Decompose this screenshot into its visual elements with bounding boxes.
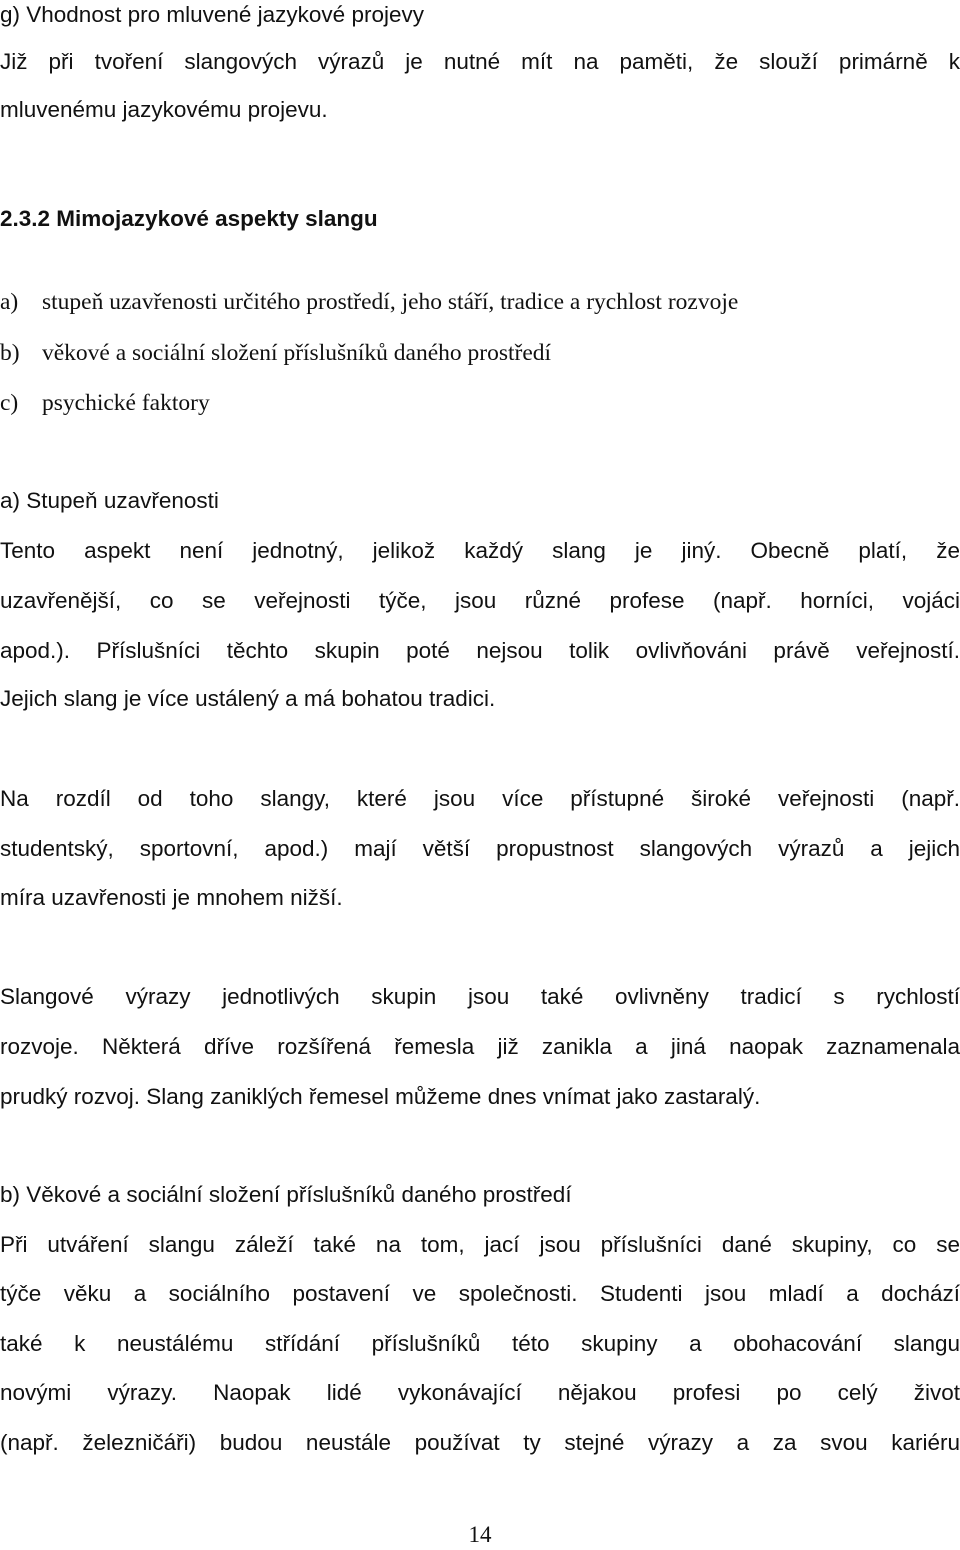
section-g-heading: g) Vhodnost pro mluvené jazykové projevy	[0, 2, 424, 27]
list-item	[0, 388, 960, 418]
paragraph-line: uzavřenější, co se veřejnosti týče, jsou různé profese (např. horníci, vojáci	[0, 588, 960, 613]
paragraph-line: Již při tvoření slangových výrazů je nutné mít na paměti, že slouží primárně k	[0, 49, 960, 74]
paragraph-line: týče věku a sociálního postavení ve společnosti. Studenti jsou mladí a dochází	[0, 1281, 960, 1306]
paragraph-line: míra uzavřenosti je mnohem nižší.	[0, 885, 343, 910]
paragraph-line: (např. železničáři) budou neustále používat ty stejné výrazy a za svou kariéru	[0, 1430, 960, 1455]
list-item	[0, 287, 960, 317]
list-marker: b)	[0, 340, 20, 366]
paragraph-line: Tento aspekt není jednotný, jelikož každý slang je jiný. Obecně platí, že	[0, 538, 960, 563]
paragraph-line: Při utváření slangu záleží také na tom, jací jsou příslušníci dané skupiny, co se	[0, 1232, 960, 1257]
list-item-text: stupeň uzavřenosti určitého prostředí, jeho stáří, tradice a rychlost rozvoje	[42, 289, 739, 315]
subsection-heading: b) Věkové a sociální složení příslušníků daného prostředí	[0, 1182, 572, 1207]
paragraph-line: také k neustálému střídání příslušníků této skupiny a obohacování slangu	[0, 1331, 960, 1356]
paragraph-line: Na rozdíl od toho slangy, které jsou více přístupné široké veřejnosti (např.	[0, 786, 960, 811]
list-marker: c)	[0, 390, 19, 416]
subsection-heading: a) Stupeň uzavřenosti	[0, 488, 219, 513]
section-heading: 2.3.2 Mimojazykové aspekty slangu	[0, 206, 378, 231]
list-item-text: věkové a sociální složení příslušníků daného prostředí	[42, 340, 552, 366]
paragraph-line: prudký rozvoj. Slang zaniklých řemesel můžeme dnes vnímat jako zastaralý.	[0, 1084, 761, 1109]
paragraph-line: mluvenému jazykovému projevu.	[0, 97, 328, 122]
list-marker: a)	[0, 289, 19, 315]
list-item	[0, 338, 960, 368]
paragraph-line: rozvoje. Některá dříve rozšířená řemesla již zanikla a jiná naopak zaznamenala	[0, 1034, 960, 1059]
paragraph-line: studentský, sportovní, apod.) mají větší propustnost slangových výrazů a jejich	[0, 836, 960, 861]
paragraph-line: novými výrazy. Naopak lidé vykonávající nějakou profesi po celý život	[0, 1380, 960, 1405]
paragraph-line: Jejich slang je více ustálený a má bohatou tradici.	[0, 686, 496, 711]
list-item-text: psychické faktory	[42, 390, 210, 416]
paragraph-line: apod.). Příslušníci těchto skupin poté nejsou tolik ovlivňováni právě veřejností.	[0, 638, 960, 663]
page-number: 14	[468, 1522, 492, 1547]
paragraph-line: Slangové výrazy jednotlivých skupin jsou také ovlivněny tradicí s rychlostí	[0, 984, 960, 1009]
